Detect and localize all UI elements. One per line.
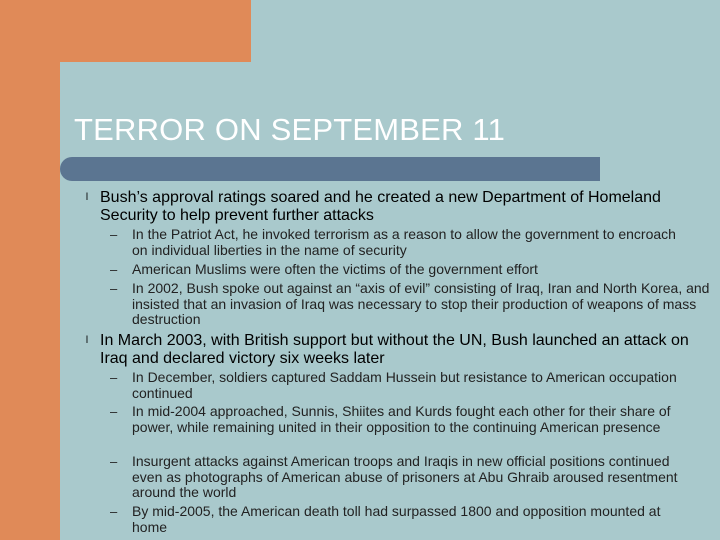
dash-marker: – [110,404,118,419]
sub-item [110,453,692,501]
sub-text: In mid-2004 approached, Sunnis, Shiites and Kurds fought each other for their share of power, while remaining united in their opposition to the continuing American presence [132,403,671,435]
sub-text: Insurgent attacks against American troops and Iraqis in new official positions continued even as photographs of American abuse of prisoners at Abu Ghraib aroused resentment around the world [132,453,678,500]
bullet-marker: l [85,335,89,346]
sub-item [110,261,692,278]
bullet-item [85,332,700,368]
sub-item [110,226,692,258]
title-underline-bar [60,157,600,181]
sub-text: By mid-2005, the American death toll had surpassed 1800 and opposition mounted at home [132,503,661,535]
slide-title: TERROR ON SEPTEMBER 11 [74,112,506,147]
sub-text: In December, soldiers captured Saddam Hussein but resistance to American occupation continued [132,369,677,401]
dash-marker: – [110,504,118,519]
dash-marker: – [110,454,118,469]
bullet-marker: l [85,192,89,203]
sub-text: American Muslims were often the victims of the government effort [132,261,538,277]
bullet-text: In March 2003, with British support but without the UN, Bush launched an attack on Iraq and declared victory six weeks later [100,332,689,367]
sub-item [110,403,692,435]
sub-item [110,280,714,328]
sub-item [110,369,692,401]
sub-text: In 2002, Bush spoke out against an “axis of evil” consisting of Iraq, Iran and North Korea, and insisted that an invasion of Iraq was necessary to stop their production of weapons of mass destruction [132,280,710,327]
decorative-orange-side [0,0,60,540]
dash-marker: – [110,262,118,277]
dash-marker: – [110,281,118,296]
dash-marker: – [110,227,118,242]
dash-marker: – [110,370,118,385]
bullet-item [85,189,680,225]
bullet-text: Bush’s approval ratings soared and he created a new Department of Homeland Security to help prevent further attacks [100,189,661,224]
sub-item [110,503,692,535]
sub-text: In the Patriot Act, he invoked terrorism as a reason to allow the government to encroach on individual liberties in the name of security [132,226,676,258]
